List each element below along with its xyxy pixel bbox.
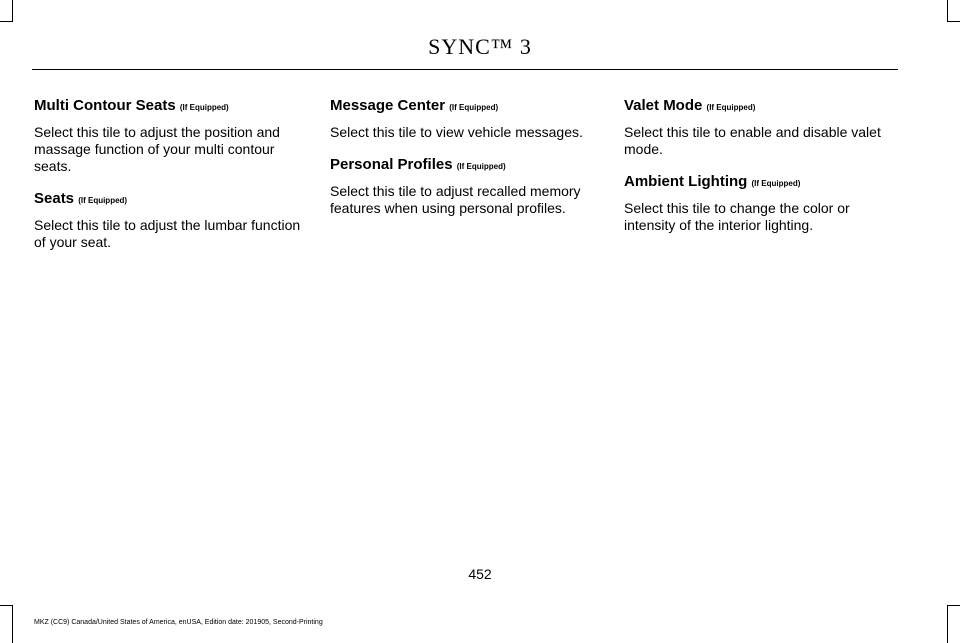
section-body: Select this tile to adjust the position and massage function of your multi contour seats. — [34, 124, 280, 174]
heading-text: Message Center — [330, 97, 446, 114]
section-body: Select this tile to adjust the lumbar function of your seat. — [34, 217, 301, 250]
heading-text: Seats — [34, 190, 75, 207]
crop-mark-bottom-left-horizontal — [0, 605, 13, 606]
if-equipped-tag: (If Equipped) — [706, 103, 756, 112]
column-2 — [330, 96, 606, 231]
section-body: Select this tile to view vehicle messages. — [330, 124, 583, 140]
crop-mark-top-right-horizontal — [947, 21, 960, 22]
section-heading — [624, 96, 900, 118]
section-multi-contour-seats — [34, 96, 310, 175]
if-equipped-tag: (If Equipped) — [456, 162, 506, 171]
section-body: Select this tile to enable and disable valet mode. — [624, 124, 881, 157]
if-equipped-tag: (If Equipped) — [449, 103, 499, 112]
crop-mark-top-right-vertical — [947, 0, 948, 22]
section-ambient-lighting — [624, 172, 900, 234]
section-body: Select this tile to change the color or intensity of the interior lighting. — [624, 200, 850, 233]
column-1 — [34, 96, 310, 265]
section-seats — [34, 189, 310, 251]
crop-mark-top-left-vertical — [12, 0, 13, 22]
if-equipped-tag: (If Equipped) — [751, 179, 801, 188]
heading-text: Valet Mode — [624, 97, 703, 114]
page-header-title: SYNC™ 3 — [428, 34, 532, 59]
section-heading — [330, 96, 606, 118]
crop-mark-bottom-left-vertical — [12, 605, 13, 643]
crop-mark-top-left-horizontal — [0, 21, 13, 22]
section-heading — [34, 96, 310, 118]
crop-mark-bottom-right-horizontal — [947, 605, 960, 606]
page-number: 452 — [468, 566, 492, 582]
section-body: Select this tile to adjust recalled memory features when using personal profiles. — [330, 183, 581, 216]
column-3 — [624, 96, 900, 248]
section-valet-mode — [624, 96, 900, 158]
crop-mark-bottom-right-vertical — [947, 605, 948, 643]
section-message-center — [330, 96, 606, 141]
if-equipped-tag: (If Equipped) — [78, 196, 128, 205]
section-personal-profiles — [330, 155, 606, 217]
heading-text: Multi Contour Seats — [34, 97, 176, 114]
if-equipped-tag: (If Equipped) — [179, 103, 229, 112]
section-heading — [624, 172, 900, 194]
heading-text: Personal Profiles — [330, 156, 453, 173]
section-heading — [34, 189, 310, 211]
heading-text: Ambient Lighting — [624, 173, 748, 190]
header-divider — [32, 69, 898, 70]
footer-edition-text: MKZ (CC9) Canada/United States of America, enUSA, Edition date: 201905, Second-Printing — [34, 619, 323, 626]
section-heading — [330, 155, 606, 177]
